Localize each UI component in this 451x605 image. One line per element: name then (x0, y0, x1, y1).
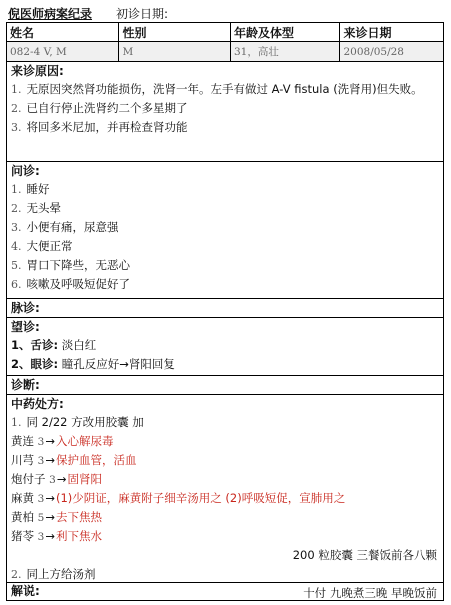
inquiry-heading: 问诊: (11, 164, 40, 178)
visit-date-value: 2008/05/28 (340, 42, 443, 61)
explanation-heading: 解说: (11, 584, 40, 598)
prescription-second: 2. 同上方给汤剂 (11, 567, 96, 581)
prescription-intro: 1. 同 2/22 方改用胶囊 加 (11, 415, 144, 429)
sex-value: M (119, 42, 230, 61)
reason-item: 3. 将回多米尼加，并再检查肾功能 (11, 120, 188, 134)
eye-diagnosis: 2、眼诊: 瞳孔反应好→肾阳回复 (11, 357, 175, 371)
inquiry-item: 6. 咳嗽及呼吸短促好了 (11, 277, 130, 291)
inquiry-item: 3. 小便有痛，尿意强 (11, 220, 119, 234)
herb-item: 黄连 3→入心解尿毒 (11, 434, 114, 448)
inspection-section (7, 318, 443, 376)
reason-section (7, 62, 443, 162)
document-title: 倪医师病案纪录 (8, 6, 93, 21)
table-header-row (7, 23, 443, 42)
inquiry-item: 4. 大便正常 (11, 239, 73, 253)
inquiry-item: 1. 睡好 (11, 182, 50, 196)
header-visit-date: 来诊日期 (343, 25, 392, 40)
diagnosis-heading: 诊断: (11, 378, 40, 392)
header-sex: 性别 (119, 23, 230, 41)
decoction-dosage-note: 十付 九晚煮三晚 早晚饭前 (303, 586, 437, 600)
inquiry-item: 2. 无头晕 (11, 201, 61, 215)
herb-item: 黄柏 5→去下焦热 (11, 510, 102, 524)
herb-item: 川芎 3→保护血管，活血 (11, 453, 137, 467)
document-titlebar (8, 4, 168, 22)
herb-item: 炮付子 3→固肾阳 (11, 472, 102, 486)
age-build-value: 31，高壮 (231, 42, 341, 61)
pulse-heading: 脉诊: (11, 301, 40, 315)
tongue-diagnosis: 1、舌诊: 淡白红 (11, 338, 97, 352)
first-visit-label: 初诊日期: (116, 6, 169, 21)
reason-heading: 来诊原因: (11, 64, 64, 78)
inspection-heading: 望诊: (11, 320, 40, 334)
header-name: 姓名 (7, 23, 119, 41)
herb-item: 猪苓 3→利下焦水 (11, 529, 102, 543)
inquiry-section (7, 162, 443, 299)
case-record-sheet (6, 22, 444, 601)
reason-item: 2. 已自行停止洗肾约二个多星期了 (11, 101, 188, 115)
diagnosis-section (7, 376, 443, 395)
prescription-heading: 中药处方: (11, 397, 64, 411)
patient-id-value: 082-4 V, M (7, 42, 119, 61)
header-age-build: 年龄及体型 (231, 23, 341, 41)
explanation-section (7, 583, 443, 600)
herb-item: 麻黄 3→(1)少阴证，麻黄附子细辛汤用之 (2)呼吸短促，宣肺用之 (11, 491, 346, 505)
capsule-dosage-note: 200 粒胶囊 三餐饭前各八颗 (292, 548, 437, 562)
inquiry-item: 5. 胃口下降些，无恶心 (11, 258, 130, 272)
pulse-section (7, 299, 443, 318)
reason-item: 1. 无原因突然肾功能损伤，洗肾一年。左手有做过 A-V fistula (洗肾用)但失败。 (11, 82, 423, 96)
table-info-row (7, 42, 443, 62)
